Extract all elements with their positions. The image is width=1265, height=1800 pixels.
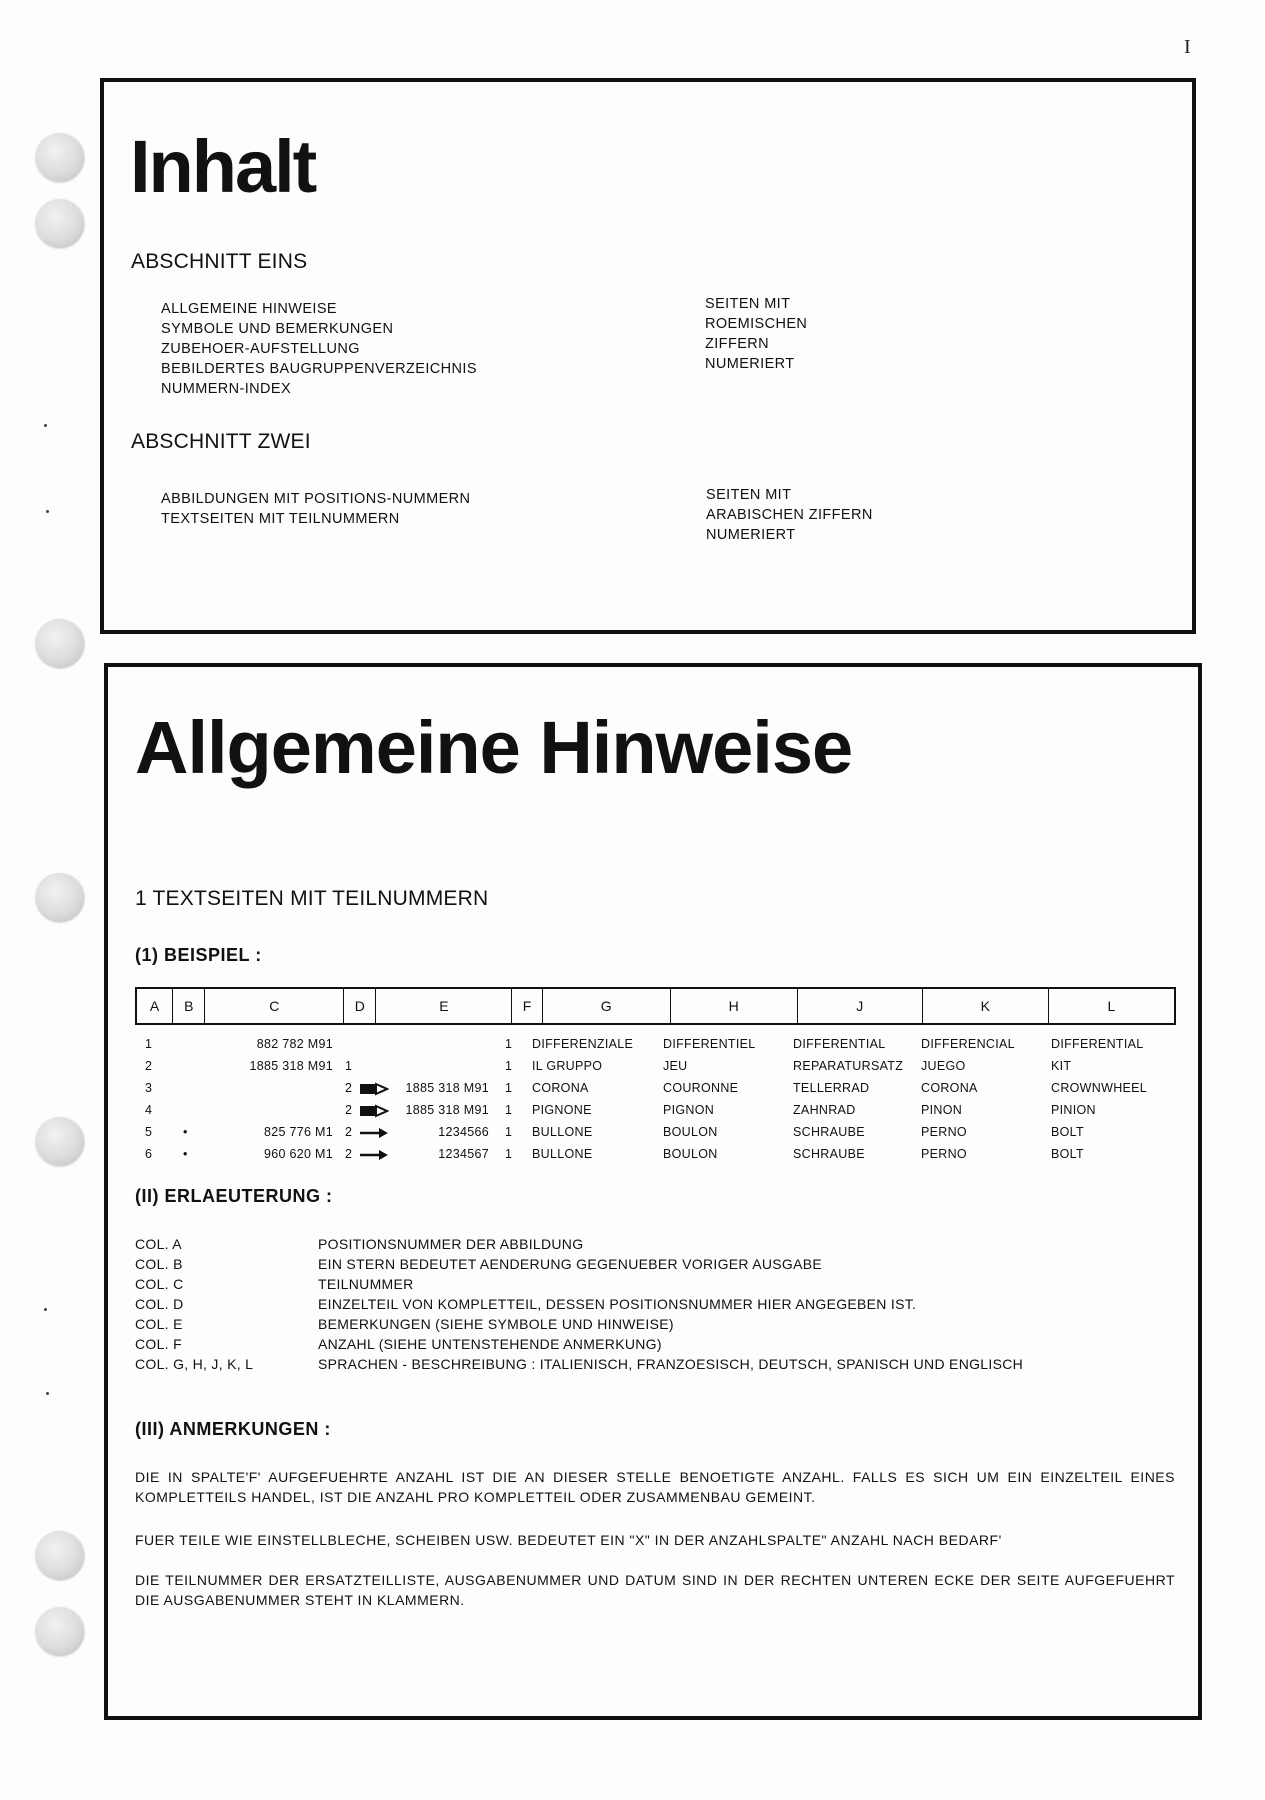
column-description: EINZELTEIL VON KOMPLETTEIL, DESSEN POSITIONSNUMMER HIER ANGEGEBEN IST.: [318, 1296, 917, 1312]
cell-b: •: [183, 1125, 188, 1139]
page-number: I: [1184, 36, 1191, 58]
remark-paragraph: DIE IN SPALTE'F' AUFGEFUEHRTE ANZAHL IST DIE AN DIESER STELLE BENOETIGTE ANZAHL. FALLS ES SICH UM EIN EINZELTEIL EINES KOMPLETTEILS HANDEL, IST DIE ANZAHL PRO KOMPLETTEIL ODER ZUSAMMENBAU GEMEINT.: [135, 1469, 1175, 1505]
example-table-header: [135, 987, 1176, 1025]
column-header: H: [671, 989, 798, 1023]
table-row: [135, 1059, 1176, 1081]
cell-f: 1: [505, 1081, 513, 1095]
example-rows: [135, 1037, 1176, 1169]
explanation-row: [135, 1354, 1023, 1374]
table-row: [135, 1037, 1176, 1059]
cell-c: 882 782 M91: [256, 1037, 333, 1051]
cell-g: PIGNONE: [532, 1103, 592, 1117]
cell-g: BULLONE: [532, 1147, 593, 1161]
punch-hole: [36, 620, 84, 668]
cell-k: PERNO: [921, 1147, 967, 1161]
table-row: [135, 1147, 1176, 1169]
example-heading: (1) BEISPIEL :: [135, 945, 262, 965]
notes-box: [104, 663, 1202, 1720]
column-key: COL. F: [135, 1336, 182, 1352]
cell-g: IL GRUPPO: [532, 1059, 603, 1073]
section-one-heading: ABSCHNITT EINS: [131, 250, 308, 273]
section-one-note: [705, 294, 807, 374]
explanation-row: [135, 1294, 1023, 1314]
column-header: B: [173, 989, 205, 1023]
cell-c: 825 776 M1: [263, 1125, 333, 1139]
remark-paragraph: FUER TEILE WIE EINSTELLBLECHE, SCHEIBEN USW. BEDEUTET EIN "X" IN DER ANZAHLSPALTE" ANZAHL NACH BEDARF': [135, 1532, 1002, 1548]
column-key: COL. C: [135, 1276, 184, 1292]
column-description: EIN STERN BEDEUTET AENDERUNG GEGENUEBER VORIGER AUSGABE: [318, 1256, 823, 1272]
section-two-heading: ABSCHNITT ZWEI: [131, 430, 311, 453]
section-one-items: [161, 299, 477, 399]
cell-l: PINION: [1051, 1103, 1096, 1117]
toc-title: Inhalt: [130, 125, 316, 208]
cell-k: CORONA: [921, 1081, 978, 1095]
cell-g: BULLONE: [532, 1125, 593, 1139]
cell-a: 1: [145, 1037, 153, 1051]
explanation-row: [135, 1254, 1023, 1274]
cell-a: 5: [145, 1125, 153, 1139]
column-header: G: [543, 989, 671, 1023]
cell-a: 6: [145, 1147, 153, 1161]
scan-speck: [44, 424, 47, 427]
column-header: E: [376, 989, 512, 1023]
note-line: ARABISCHEN ZIFFERN: [706, 507, 873, 523]
cell-h: JEU: [663, 1059, 688, 1073]
cell-d: 2: [345, 1081, 353, 1095]
cell-e: 1885 318 M91: [405, 1103, 489, 1117]
punch-hole: [36, 200, 84, 248]
section-two-note: [706, 485, 873, 545]
cell-k: PERNO: [921, 1125, 967, 1139]
punch-hole: [36, 134, 84, 182]
cell-f: 1: [505, 1037, 513, 1051]
punch-hole: [36, 1532, 84, 1580]
cell-j: ZAHNRAD: [793, 1103, 856, 1117]
cell-g: CORONA: [532, 1081, 589, 1095]
toc-item[interactable]: BEBILDERTES BAUGRUPPENVERZEICHNIS: [161, 361, 477, 377]
note-line: SEITEN MIT: [706, 487, 792, 503]
cell-f: 1: [505, 1059, 513, 1073]
column-header: D: [344, 989, 376, 1023]
column-description: POSITIONSNUMMER DER ABBILDUNG: [318, 1236, 584, 1252]
cell-f: 1: [505, 1103, 513, 1117]
column-key: COL. B: [135, 1256, 183, 1272]
punch-hole: [36, 874, 84, 922]
cell-h: COURONNE: [663, 1081, 739, 1095]
scan-speck: [46, 1392, 49, 1395]
cell-l: BOLT: [1051, 1125, 1084, 1139]
cell-h: PIGNON: [663, 1103, 715, 1117]
cell-d: 2: [345, 1103, 353, 1117]
cell-h: DIFFERENTIEL: [663, 1037, 756, 1051]
cell-a: 3: [145, 1081, 153, 1095]
toc-item[interactable]: NUMMERN-INDEX: [161, 381, 292, 397]
remarks-heading: (III) ANMERKUNGEN :: [135, 1419, 331, 1439]
section-two-items: [161, 489, 470, 529]
cell-h: BOULON: [663, 1147, 718, 1161]
toc-item[interactable]: TEXTSEITEN MIT TEILNUMMERN: [161, 511, 400, 527]
cell-a: 4: [145, 1103, 153, 1117]
column-description: ANZAHL (SIEHE UNTENSTEHENDE ANMERKUNG): [318, 1336, 662, 1352]
note-line: ZIFFERN: [705, 336, 770, 352]
explanation-row: [135, 1334, 1023, 1354]
cell-j: TELLERRAD: [793, 1081, 870, 1095]
explanation-row: [135, 1234, 1023, 1254]
note-line: SEITEN MIT: [705, 296, 791, 312]
toc-item[interactable]: ABBILDUNGEN MIT POSITIONS-NUMMERN: [161, 491, 471, 507]
column-header: F: [512, 989, 542, 1023]
notes-subtitle: 1 TEXTSEITEN MIT TEILNUMMERN: [135, 887, 489, 910]
note-line: NUMERIERT: [705, 356, 795, 372]
cell-d: 2: [345, 1147, 353, 1161]
column-header: J: [798, 989, 923, 1023]
cell-d: 2: [345, 1125, 353, 1139]
cell-c: 960 620 M1: [263, 1147, 333, 1161]
table-row: [135, 1081, 1176, 1103]
explanation-heading: (II) ERLAEUTERUNG :: [135, 1186, 333, 1206]
note-line: ROEMISCHEN: [705, 316, 808, 332]
cell-k: JUEGO: [921, 1059, 966, 1073]
cell-d: 1: [345, 1059, 353, 1073]
explanation-row: [135, 1274, 1023, 1294]
scan-speck: [46, 510, 49, 513]
notes-title: Allgemeine Hinweise: [135, 706, 853, 789]
cell-c: 1885 318 M91: [249, 1059, 333, 1073]
cell-j: SCHRAUBE: [793, 1125, 865, 1139]
cell-j: DIFFERENTIAL: [793, 1037, 886, 1051]
cell-e: 1234567: [438, 1147, 489, 1161]
cell-f: 1: [505, 1125, 513, 1139]
cell-l: DIFFERENTIAL: [1051, 1037, 1144, 1051]
table-row: [135, 1125, 1176, 1147]
column-key: COL. E: [135, 1316, 183, 1332]
note-line: NUMERIERT: [706, 527, 796, 543]
remark-paragraph: DIE TEILNUMMER DER ERSATZTEILLISTE, AUSGABENUMMER UND DATUM SIND IN DER RECHTEN UNTEREN ECKE DER SEITE AUFGEFUEHRT DIE AUSGABENUMMER STEHT IN KLAMMERN.: [135, 1572, 1175, 1608]
explanation-list: [135, 1234, 1023, 1374]
column-key: COL. G, H, J, K, L: [135, 1356, 254, 1372]
table-row: [135, 1103, 1176, 1125]
cell-g: DIFFERENZIALE: [532, 1037, 634, 1051]
cell-k: DIFFERENCIAL: [921, 1037, 1015, 1051]
toc-item[interactable]: ALLGEMEINE HINWEISE: [161, 301, 337, 317]
column-header: L: [1107, 998, 1116, 1014]
cell-l: KIT: [1051, 1059, 1072, 1073]
column-header: C: [205, 989, 344, 1023]
cell-j: REPARATURSATZ: [793, 1059, 904, 1073]
explanation-row: [135, 1314, 1023, 1334]
cell-l: CROWNWHEEL: [1051, 1081, 1148, 1095]
column-header: A: [137, 989, 173, 1023]
punch-hole: [36, 1118, 84, 1166]
column-description: TEILNUMMER: [318, 1276, 414, 1292]
toc-box: [100, 78, 1196, 634]
punch-hole: [36, 1608, 84, 1656]
cell-h: BOULON: [663, 1125, 718, 1139]
cell-e: 1885 318 M91: [405, 1081, 489, 1095]
cell-f: 1: [505, 1147, 513, 1161]
toc-item[interactable]: ZUBEHOER-AUFSTELLUNG: [161, 341, 360, 357]
cell-b: •: [183, 1147, 188, 1161]
cell-j: SCHRAUBE: [793, 1147, 865, 1161]
cell-e: 1234566: [438, 1125, 489, 1139]
column-description: SPRACHEN - BESCHREIBUNG : ITALIENISCH, FRANZOESISCH, DEUTSCH, SPANISCH UND ENGLISCH: [318, 1356, 1024, 1372]
column-key: COL. A: [135, 1236, 182, 1252]
column-key: COL. D: [135, 1296, 184, 1312]
toc-item[interactable]: SYMBOLE UND BEMERKUNGEN: [161, 321, 394, 337]
cell-a: 2: [145, 1059, 153, 1073]
column-description: BEMERKUNGEN (SIEHE SYMBOLE UND HINWEISE): [318, 1316, 674, 1332]
column-header: K: [923, 989, 1049, 1023]
cell-k: PINON: [921, 1103, 963, 1117]
cell-l: BOLT: [1051, 1147, 1084, 1161]
scan-speck: [44, 1308, 47, 1311]
